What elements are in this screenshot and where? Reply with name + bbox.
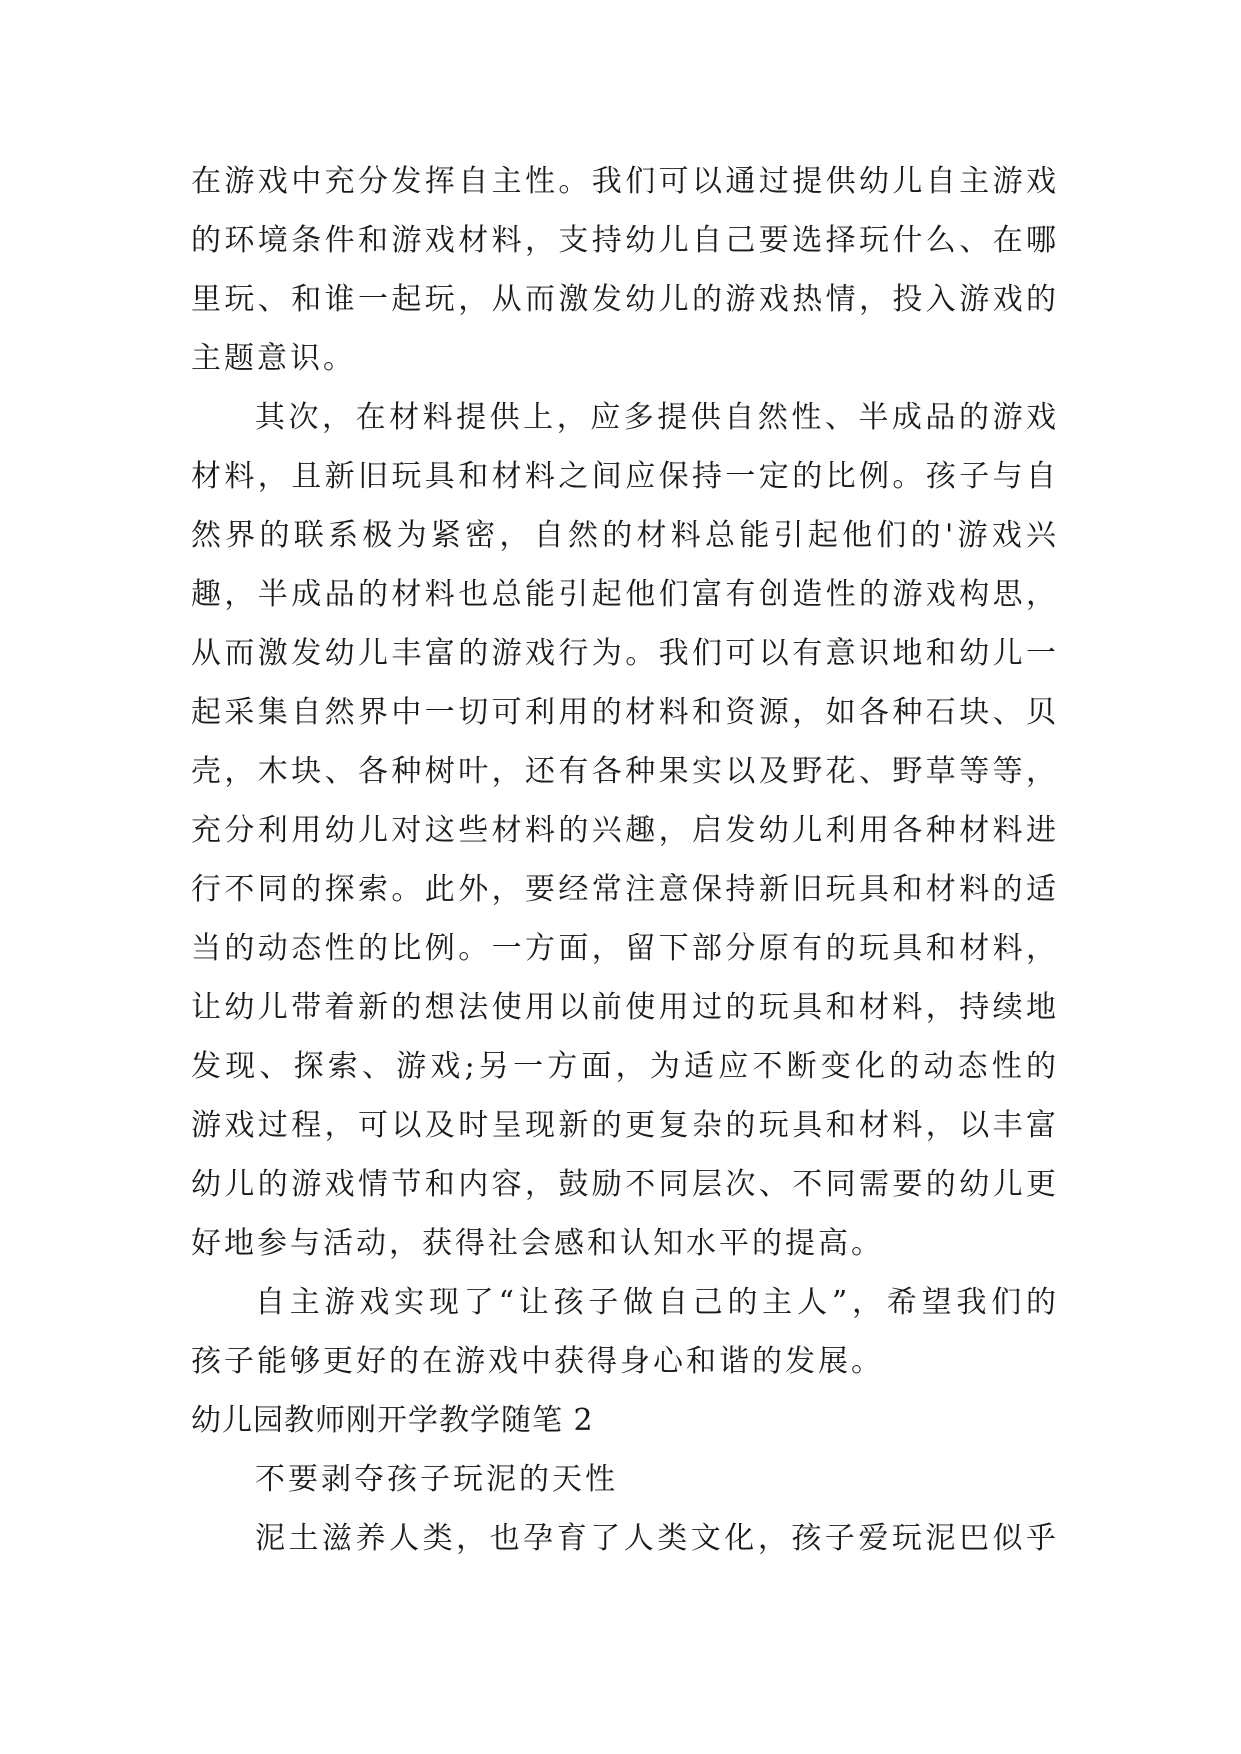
section-heading: 幼儿园教师刚开学教学随笔 2 (191, 1403, 594, 1438)
text-line: 自主游戏实现了“让孩子做自己的主人”，希望我们的 (255, 1285, 1056, 1320)
text-line: 发现、探索、游戏;另一方面，为适应不断变化的动态性的 (191, 1049, 1056, 1084)
text-line: 让幼儿带着新的想法使用以前使用过的玩具和材料，持续地 (191, 990, 1056, 1025)
text-line: 里玩、和谁一起玩，从而激发幼儿的游戏热情，投入游戏的 (191, 282, 1056, 317)
text-line: 当的动态性的比例。一方面，留下部分原有的玩具和材料， (191, 931, 1056, 966)
text-line: 起采集自然界中一切可利用的材料和资源，如各种石块、贝 (191, 695, 1056, 730)
text-line: 不要剥夺孩子玩泥的天性 (255, 1462, 618, 1497)
text-line: 在游戏中充分发挥自主性。我们可以通过提供幼儿自主游戏 (191, 164, 1056, 199)
text-line: 趣，半成品的材料也总能引起他们富有创造性的游戏构思， (191, 577, 1056, 612)
text-line: 好地参与活动，获得社会感和认知水平的提高。 (191, 1226, 884, 1261)
text-line: 壳，木块、各种树叶，还有各种果实以及野花、野草等等， (191, 754, 1056, 789)
text-line: 其次，在材料提供上，应多提供自然性、半成品的游戏 (255, 400, 1056, 435)
text-line: 充分利用幼儿对这些材料的兴趣，启发幼儿利用各种材料进 (191, 813, 1056, 848)
body-text (191, 152, 1056, 1568)
text-line: 的环境条件和游戏材料，支持幼儿自己要选择玩什么、在哪 (191, 223, 1056, 258)
text-line: 行不同的探索。此外，要经常注意保持新旧玩具和材料的适 (191, 872, 1056, 907)
text-line: 主题意识。 (191, 341, 356, 376)
text-line: 泥土滋养人类，也孕育了人类文化，孩子爱玩泥巴似乎 (255, 1521, 1056, 1556)
text-line: 然界的联系极为紧密，自然的材料总能引起他们的'游戏兴 (191, 518, 1056, 553)
text-line: 从而激发幼儿丰富的游戏行为。我们可以有意识地和幼儿一 (191, 636, 1056, 671)
text-line: 幼儿的游戏情节和内容，鼓励不同层次、不同需要的幼儿更 (191, 1167, 1056, 1202)
text-line: 游戏过程，可以及时呈现新的更复杂的玩具和材料，以丰富 (191, 1108, 1056, 1143)
text-line: 材料，且新旧玩具和材料之间应保持一定的比例。孩子与自 (191, 459, 1056, 494)
text-line: 孩子能够更好的在游戏中获得身心和谐的发展。 (191, 1344, 884, 1379)
